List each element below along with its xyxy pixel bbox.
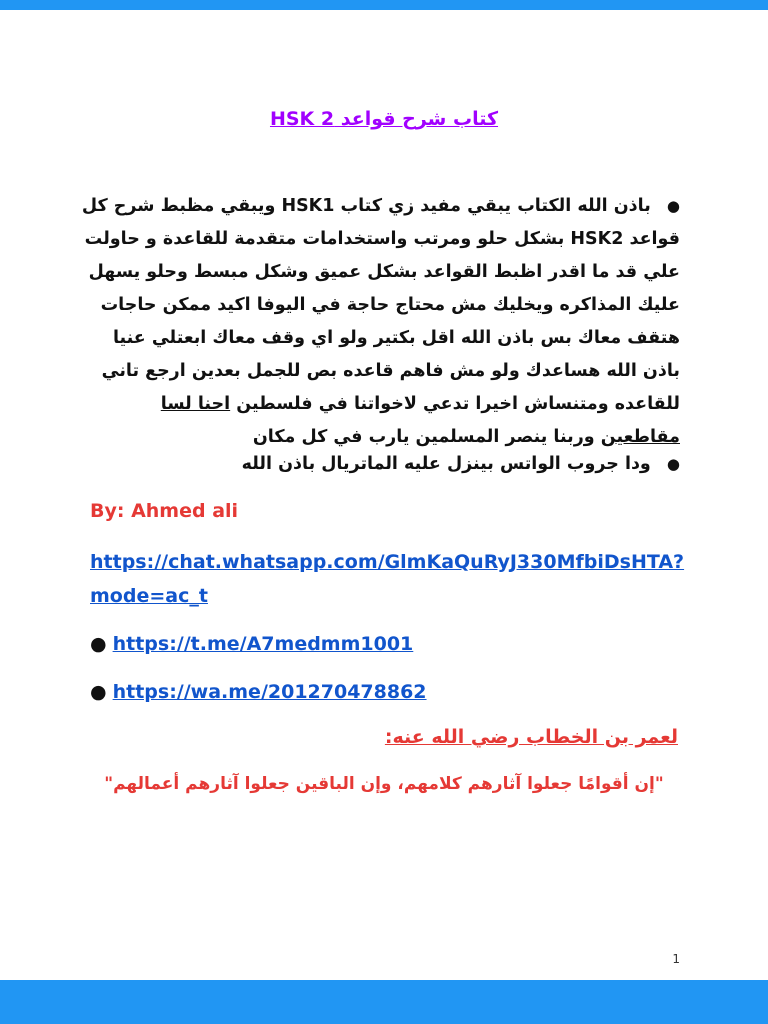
group-text: ودا جروب الواتس بينزل عليه الماتريال باذن الله <box>241 454 651 474</box>
bullet-icon: ● <box>666 197 680 215</box>
intro-text: باذن الله الكتاب يبقي مفيد زي كتاب HSK1 ويبقي مظبط شرح كل قواعد HSK2 بشكل حلو ومرتب واستخدامات متقدمة للقاعدة و حاولت علي قد ما اقدر اظبط القواعد بشكل عميق وشكل مبسط وحلو يسهل عليك المذاكره ويخليك مش محتاج حاجة في اليوفا اكيد ممكن حاجات هتقف معاك بس باذن الله اقل بكتير ولو اي وقف معاك ابعتلي عنيا باذن الله هساعدك ولو مش فاهم قاعده بص للجمل بعدين ارجع تاني للقاعده ومتنساش اخيرا تدعي لاخواتنا في فلسطين <box>81 196 680 414</box>
telegram-url[interactable]: https://t.me/A7medmm1001 <box>112 633 414 655</box>
whatsapp-contact-url[interactable]: https://wa.me/201270478862 <box>112 681 427 703</box>
intro-text-end: وربنا ينصر المسلمين يارب في كل مكان <box>252 427 595 447</box>
page-number: 1 <box>672 952 680 966</box>
intro-paragraph <box>80 190 680 454</box>
quote-text: "إن أقوامًا جعلوا آثارهم كلامهم، وإن الباقين جعلوا آثارهم أعمالهم" <box>104 774 664 794</box>
telegram-link[interactable] <box>90 627 690 661</box>
whatsapp-contact-link[interactable] <box>90 675 690 709</box>
quote-attribution: لعمر بن الخطاب رضي الله عنه: <box>384 726 678 748</box>
bullet-icon: ● <box>90 633 107 655</box>
bullet-icon: ● <box>90 681 107 703</box>
document-title: كتاب شرح قواعد HSK 2 <box>269 108 499 130</box>
top-accent-bar <box>0 0 768 10</box>
bottom-accent-bar <box>0 980 768 1024</box>
whatsapp-group-link[interactable] <box>90 545 690 613</box>
bullet-icon: ● <box>666 455 680 473</box>
whatsapp-group-url[interactable]: https://chat.whatsapp.com/GlmKaQuRyJ330MfbiDsHTA?mode=ac_t <box>90 551 685 607</box>
intro-underlined-text: احنا لسا مقاطعين <box>160 394 680 447</box>
group-paragraph <box>80 448 680 481</box>
author-byline: By: Ahmed ali <box>90 500 239 522</box>
